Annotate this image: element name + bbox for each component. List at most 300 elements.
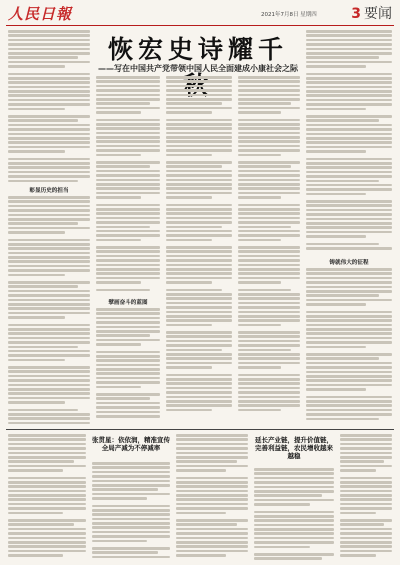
text-line <box>96 217 160 220</box>
text-line <box>92 547 170 550</box>
text-line <box>306 388 366 391</box>
text-line <box>306 115 392 118</box>
text-line <box>306 119 379 122</box>
text-line <box>96 334 150 337</box>
text-line <box>96 377 160 380</box>
text-line <box>8 366 90 369</box>
text-line <box>176 503 248 506</box>
text-line <box>96 140 160 143</box>
text-line <box>306 357 379 360</box>
text-line <box>306 81 392 84</box>
text-line <box>166 349 222 352</box>
text-line <box>8 337 90 340</box>
text-line <box>306 56 379 59</box>
text-line <box>340 456 392 459</box>
text-line <box>166 366 212 369</box>
text-line <box>238 165 291 168</box>
text-line <box>254 490 334 493</box>
text-line <box>176 469 226 472</box>
text-line <box>8 388 90 391</box>
lower-column-5 <box>340 434 392 562</box>
text-line <box>306 247 392 250</box>
text-line <box>238 89 300 92</box>
text-line <box>176 477 248 480</box>
text-line <box>8 523 74 526</box>
text-line <box>96 234 160 237</box>
text-line <box>8 537 86 540</box>
text-line <box>8 56 78 59</box>
text-line <box>92 471 170 474</box>
text-line <box>306 366 392 369</box>
text-line <box>166 230 232 233</box>
text-line <box>166 409 212 412</box>
text-line <box>306 375 392 378</box>
text-line <box>166 353 232 356</box>
text-line <box>8 239 90 242</box>
text-line <box>254 503 310 506</box>
text-line <box>306 353 392 356</box>
text-line <box>8 477 86 480</box>
text-line <box>96 136 160 139</box>
text-line <box>8 456 86 459</box>
text-line <box>306 73 392 76</box>
text-line <box>306 133 392 136</box>
text-line <box>8 269 90 272</box>
text-line <box>166 382 232 385</box>
text-line <box>92 488 158 491</box>
text-line <box>8 512 63 515</box>
text-line <box>92 466 170 469</box>
text-line <box>8 294 90 297</box>
text-line <box>238 396 300 399</box>
text-line <box>306 371 392 374</box>
text-line <box>92 540 147 543</box>
text-line <box>166 311 232 314</box>
text-line <box>8 532 86 535</box>
text-line <box>8 256 90 259</box>
text-line <box>8 417 90 420</box>
text-line <box>176 494 248 497</box>
text-line <box>96 277 160 280</box>
masthead-logo: 人民日報 <box>8 5 73 23</box>
text-line <box>254 524 334 527</box>
text-line <box>96 250 160 253</box>
text-line <box>8 550 86 553</box>
text-line <box>238 174 300 177</box>
text-line <box>306 243 379 246</box>
text-line <box>306 103 392 106</box>
text-line <box>306 180 379 183</box>
text-line <box>238 281 281 284</box>
text-line <box>8 299 90 302</box>
text-line <box>340 443 392 446</box>
text-line <box>238 145 300 148</box>
paragraph-gap <box>176 559 248 562</box>
text-line <box>8 507 86 510</box>
text-line <box>8 34 90 37</box>
text-line <box>166 344 232 347</box>
text-line <box>238 107 300 110</box>
text-line <box>238 234 300 237</box>
text-line <box>238 344 300 347</box>
text-line <box>306 184 392 187</box>
text-line <box>238 149 300 152</box>
text-line <box>166 76 232 79</box>
text-line <box>166 170 232 173</box>
text-line <box>8 30 90 33</box>
text-line <box>238 226 291 229</box>
text-line <box>238 136 300 139</box>
text-line <box>166 94 232 97</box>
text-line <box>166 165 222 168</box>
text-line <box>96 364 160 367</box>
text-line <box>238 306 300 309</box>
text-line <box>8 115 90 118</box>
text-line <box>238 94 300 97</box>
text-line <box>8 541 86 544</box>
text-line <box>96 76 160 79</box>
text-line <box>166 374 232 377</box>
text-line <box>8 401 65 404</box>
text-line <box>8 86 90 89</box>
text-line <box>8 494 86 497</box>
text-line <box>166 136 232 139</box>
text-line <box>340 477 392 480</box>
text-line <box>176 447 248 450</box>
text-line <box>340 512 376 515</box>
text-line <box>238 302 300 305</box>
text-line <box>238 132 300 135</box>
body-column-1b <box>8 196 90 426</box>
text-line <box>166 277 232 280</box>
text-line <box>92 493 170 496</box>
text-line <box>238 102 291 105</box>
text-line <box>92 462 170 465</box>
text-line <box>8 545 86 548</box>
text-line <box>96 368 160 371</box>
text-line <box>166 192 232 195</box>
text-line <box>254 532 334 535</box>
text-line <box>8 158 90 161</box>
text-line <box>8 375 90 378</box>
text-line <box>8 443 86 446</box>
text-line <box>238 391 300 394</box>
text-line <box>166 357 232 360</box>
text-line <box>166 335 232 338</box>
text-line <box>238 315 300 318</box>
text-line <box>8 209 90 212</box>
text-line <box>92 522 170 525</box>
text-line <box>8 265 90 268</box>
text-line <box>176 532 248 535</box>
body-column-2b <box>96 308 160 419</box>
text-line <box>340 490 392 493</box>
text-line <box>306 277 392 280</box>
text-line <box>166 132 232 135</box>
text-line <box>166 221 232 224</box>
text-line <box>8 422 90 425</box>
text-line <box>238 204 300 207</box>
section-subtitle-2: 擘画奋斗的蓝图 <box>108 300 148 306</box>
text-line <box>306 222 392 225</box>
text-line <box>238 161 300 164</box>
text-line <box>254 468 334 471</box>
text-line <box>306 404 392 407</box>
text-line <box>254 486 334 489</box>
text-line <box>96 289 150 292</box>
text-line <box>176 537 248 540</box>
text-line <box>8 332 90 335</box>
text-line <box>8 285 78 288</box>
text-line <box>238 221 300 224</box>
text-line <box>96 183 160 186</box>
text-line <box>8 281 90 284</box>
text-line <box>166 404 232 407</box>
text-line <box>340 554 376 557</box>
text-line <box>238 183 300 186</box>
text-line <box>238 289 291 292</box>
text-line <box>238 76 300 79</box>
text-line <box>166 396 232 399</box>
text-line <box>176 541 248 544</box>
text-line <box>340 541 392 544</box>
text-line <box>8 290 90 293</box>
paragraph-gap <box>238 413 300 416</box>
text-line <box>166 259 232 262</box>
text-line <box>96 281 141 284</box>
text-line <box>8 141 90 144</box>
text-line <box>306 94 392 97</box>
text-line <box>238 293 300 296</box>
text-line <box>238 374 300 377</box>
text-line <box>96 204 160 207</box>
text-line <box>96 187 160 190</box>
text-line <box>176 512 226 515</box>
text-line <box>8 303 90 306</box>
text-line <box>306 286 392 289</box>
text-line <box>306 418 379 421</box>
text-line <box>92 497 147 500</box>
text-line <box>238 255 300 258</box>
text-line <box>166 127 232 130</box>
text-line <box>176 456 248 459</box>
text-line <box>8 485 86 488</box>
text-line <box>166 234 232 237</box>
text-line <box>92 505 170 508</box>
text-line <box>8 346 78 349</box>
text-line <box>340 434 392 437</box>
text-line <box>306 128 392 131</box>
text-line <box>238 111 281 114</box>
text-line <box>96 208 160 211</box>
text-line <box>96 372 160 375</box>
text-line <box>306 281 392 284</box>
text-line <box>166 187 232 190</box>
text-line <box>254 557 322 560</box>
text-line <box>238 311 300 314</box>
text-line <box>96 85 160 88</box>
text-line <box>96 119 160 122</box>
text-line <box>8 119 78 122</box>
text-line <box>238 366 281 369</box>
text-line <box>306 315 392 318</box>
text-line <box>166 246 232 249</box>
text-line <box>306 409 392 412</box>
text-line <box>238 324 281 327</box>
text-line <box>8 200 90 203</box>
text-line <box>8 384 90 387</box>
text-line <box>96 355 160 358</box>
text-line <box>8 39 90 42</box>
text-line <box>92 531 170 534</box>
text-line <box>306 43 392 46</box>
body-column-5b <box>306 268 392 422</box>
text-line <box>96 179 160 182</box>
text-line <box>340 550 392 553</box>
text-line <box>176 519 248 522</box>
text-line <box>238 277 300 280</box>
text-line <box>166 281 212 284</box>
text-line <box>8 214 90 217</box>
text-line <box>8 438 86 441</box>
text-line <box>8 94 90 97</box>
text-line <box>306 171 392 174</box>
text-line <box>166 324 212 327</box>
text-line <box>96 312 160 315</box>
text-line <box>96 343 141 346</box>
text-line <box>8 465 86 468</box>
text-line <box>306 328 392 331</box>
text-line <box>166 268 232 271</box>
text-line <box>238 357 300 360</box>
text-line <box>176 452 248 455</box>
text-line <box>92 526 170 529</box>
text-line <box>166 123 232 126</box>
text-line <box>306 166 392 169</box>
paragraph-gap <box>166 413 232 416</box>
main-headline: 恢宏史诗耀千 <box>107 35 288 64</box>
text-line <box>254 472 334 475</box>
text-line <box>96 149 160 152</box>
text-line <box>166 102 222 105</box>
text-line <box>306 231 392 234</box>
text-line <box>96 98 160 101</box>
text-line <box>166 272 232 275</box>
text-line <box>8 162 90 165</box>
text-line <box>92 484 170 487</box>
text-line <box>306 413 392 416</box>
text-line <box>340 532 392 535</box>
text-line <box>96 402 160 405</box>
text-line <box>238 140 300 143</box>
text-line <box>96 94 160 97</box>
text-line <box>8 379 90 382</box>
text-line <box>340 485 392 488</box>
text-line <box>238 250 300 253</box>
text-line <box>254 499 334 502</box>
text-line <box>8 61 90 64</box>
text-line <box>166 154 212 157</box>
text-line <box>340 498 392 501</box>
text-line <box>166 250 232 253</box>
text-line <box>8 452 86 455</box>
text-line <box>96 170 160 173</box>
text-line <box>8 498 86 501</box>
text-line <box>8 307 90 310</box>
text-line <box>306 379 392 382</box>
text-line <box>306 162 392 165</box>
text-line <box>254 528 334 531</box>
text-line <box>96 80 160 83</box>
body-column-3 <box>166 76 232 416</box>
text-line <box>254 519 334 522</box>
text-line <box>306 311 392 314</box>
text-line <box>8 124 90 127</box>
text-line <box>176 507 248 510</box>
text-line <box>8 218 90 221</box>
text-line <box>238 217 300 220</box>
text-line <box>254 515 334 518</box>
text-line <box>306 146 392 149</box>
text-line <box>166 302 232 305</box>
text-line <box>254 494 322 497</box>
text-line <box>306 294 379 297</box>
text-line <box>8 205 90 208</box>
text-line <box>306 362 392 365</box>
text-line <box>238 85 300 88</box>
text-line <box>96 102 150 105</box>
text-line <box>8 460 74 463</box>
text-line <box>176 434 248 437</box>
text-line <box>238 80 300 83</box>
text-line <box>306 324 392 327</box>
text-line <box>96 161 160 164</box>
text-line <box>96 381 160 384</box>
text-line <box>176 481 248 484</box>
text-line <box>96 393 160 396</box>
text-line <box>96 127 160 130</box>
text-line <box>8 490 86 493</box>
text-line <box>340 545 392 548</box>
text-line <box>96 239 141 242</box>
text-line <box>176 443 248 446</box>
text-line <box>238 382 300 385</box>
text-line <box>306 99 392 102</box>
text-line <box>306 77 392 80</box>
text-line <box>166 378 232 381</box>
text-line <box>238 335 300 338</box>
text-line <box>92 518 170 521</box>
text-line <box>254 537 334 540</box>
text-line <box>8 328 90 331</box>
text-line <box>92 509 170 512</box>
text-line <box>8 150 65 153</box>
lower-story-title-right: 延长产业链，提升价值链，完善利益链，农民增收越来越稳 <box>255 436 333 460</box>
text-line <box>306 272 392 275</box>
text-line <box>176 554 226 557</box>
text-line <box>306 158 392 161</box>
text-line <box>340 528 392 531</box>
text-line <box>166 297 232 300</box>
text-line <box>238 196 281 199</box>
text-line <box>238 119 300 122</box>
text-line <box>8 48 90 51</box>
text-line <box>306 137 392 140</box>
text-line <box>166 387 232 390</box>
text-line <box>306 204 392 207</box>
text-line <box>306 332 392 335</box>
text-line <box>166 331 232 334</box>
